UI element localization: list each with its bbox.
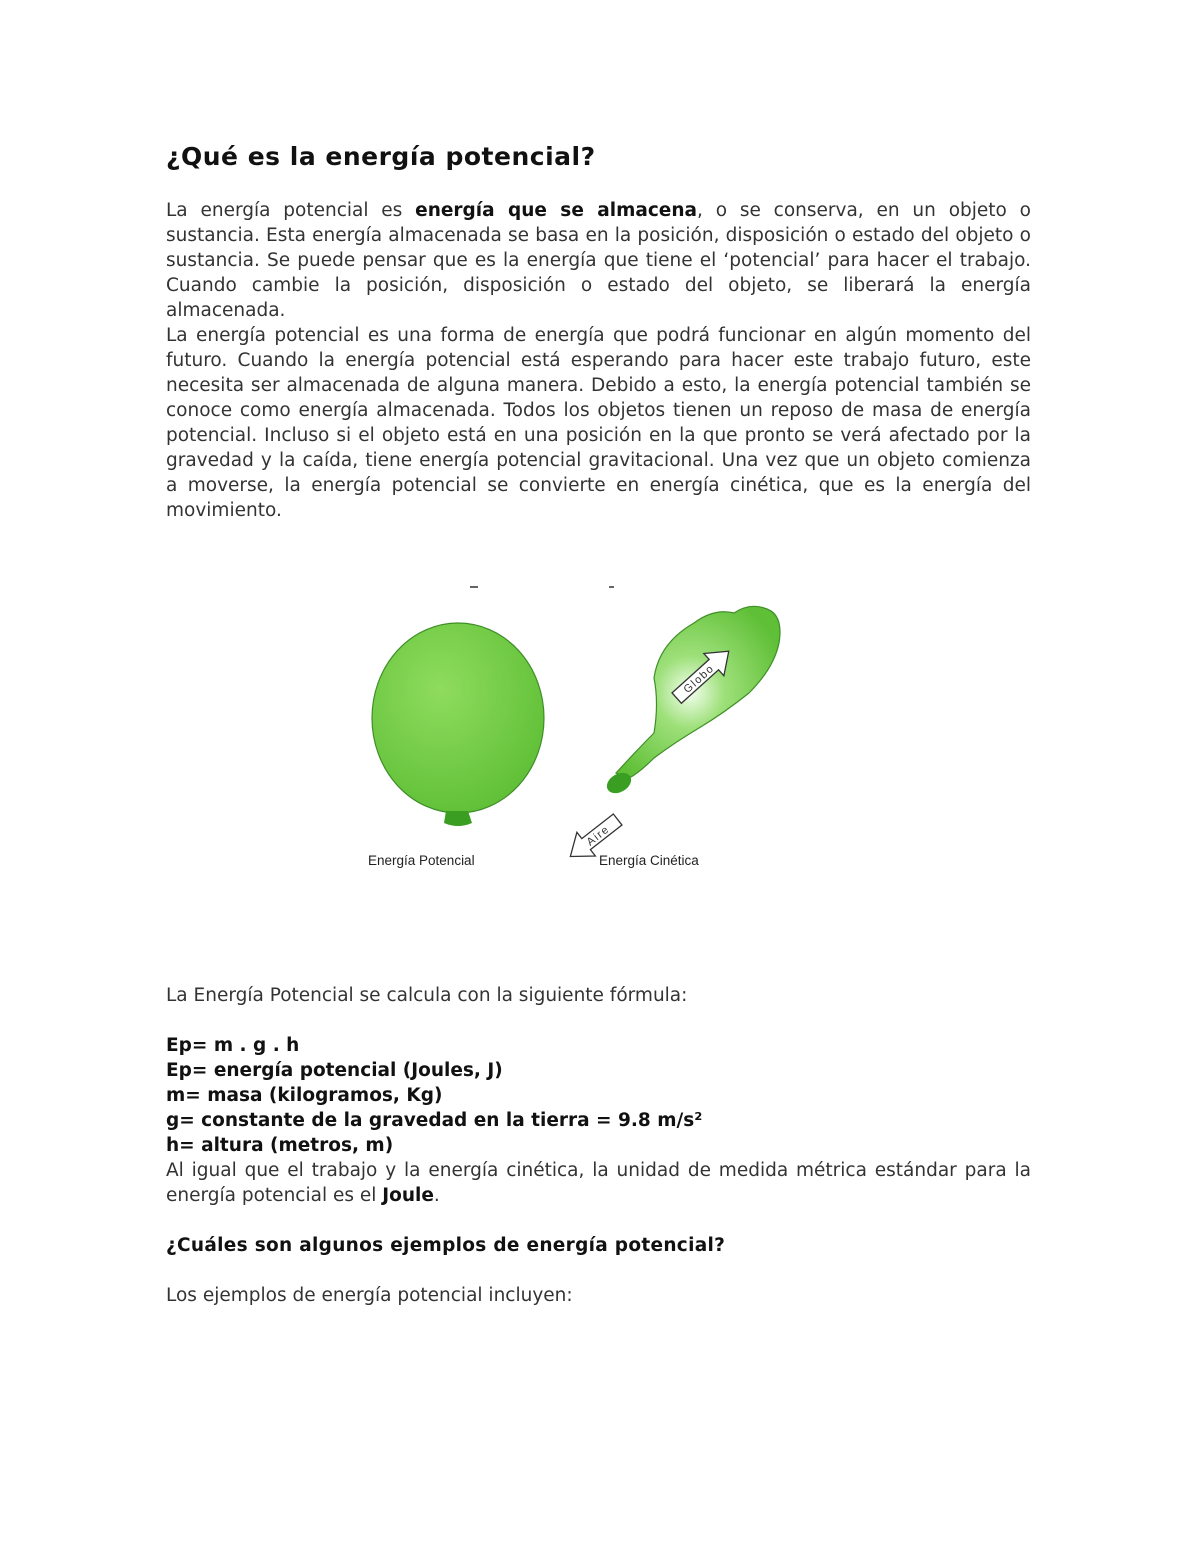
paragraph-explanation: La energía potencial es una forma de energía que podrá funcionar en algún momento del futuro. Cuando la energía potencial está esperando para hacer este trabajo futuro, este necesita ser almacenada de alguna manera. Debido a esto, la energía potencial también se conoce como energía almacenada. Todos los objetos tienen un reposo de masa de energía potencial. Incluso si el objeto está en una posición en la que pronto se verá afectado por la gravedad y la caída, tiene energía potencial gravitacional. Una vez que un objeto comienza a moverse, la energía potencial se convierte en energía cinética, que es la energía del movimiento. bbox=[166, 325, 1031, 521]
paragraph-unit bbox=[166, 1158, 1031, 1208]
bold-term: energía que se almacena bbox=[415, 200, 698, 221]
formula-line: g= constante de la gravedad en la tierra = 9.8 m/s² bbox=[166, 1110, 703, 1131]
paragraph-text: . bbox=[433, 1185, 440, 1206]
paragraph-text: , o se conserva, en un objeto o sustancia. Esta energía almacenada se basa en la posición, disposición o estado del objeto o sustancia. Se puede pensar que es la energía que tiene el ‘potencial’ para hacer el trabajo. Cuando cambie la posición, disposición o estado del objeto, se liberará la energía almacenada. bbox=[166, 200, 1031, 321]
formula-block bbox=[166, 1033, 1031, 1158]
formula-line: h= altura (metros, m) bbox=[166, 1135, 394, 1156]
balloon-figure bbox=[354, 583, 834, 883]
document-page bbox=[166, 140, 1031, 1308]
aire-arrow-label: Aire bbox=[584, 823, 613, 849]
paragraph-text: La energía potencial es bbox=[166, 200, 416, 221]
formula-line: m= masa (kilogramos, Kg) bbox=[166, 1085, 443, 1106]
kinetic-balloon bbox=[616, 606, 780, 778]
label-kinetic: Energía Cinética bbox=[599, 853, 699, 868]
label-potential: Energía Potencial bbox=[368, 853, 475, 868]
paragraph-text: Al igual que el trabajo y la energía cinética, la unidad de medida métrica estándar para la energía potencial es el bbox=[166, 1160, 1031, 1206]
formula-line: Ep= m . g . h bbox=[166, 1035, 300, 1056]
balloon-illustration bbox=[354, 583, 834, 883]
section-heading: ¿Cuáles son algunos ejemplos de energía potencial? bbox=[166, 1235, 726, 1256]
globo-arrow-label: Globo bbox=[681, 662, 717, 696]
paragraph-definition bbox=[166, 198, 1031, 323]
potential-balloon-knot bbox=[444, 811, 472, 826]
potential-balloon bbox=[372, 623, 544, 813]
formula-intro: La Energía Potencial se calcula con la siguiente fórmula: bbox=[166, 985, 688, 1006]
formula-line: Ep= energía potencial (Joules, J) bbox=[166, 1060, 503, 1081]
page-title: ¿Qué es la energía potencial? bbox=[166, 142, 596, 171]
examples-intro: Los ejemplos de energía potencial incluyen: bbox=[166, 1285, 573, 1306]
bold-term: Joule bbox=[382, 1185, 434, 1206]
